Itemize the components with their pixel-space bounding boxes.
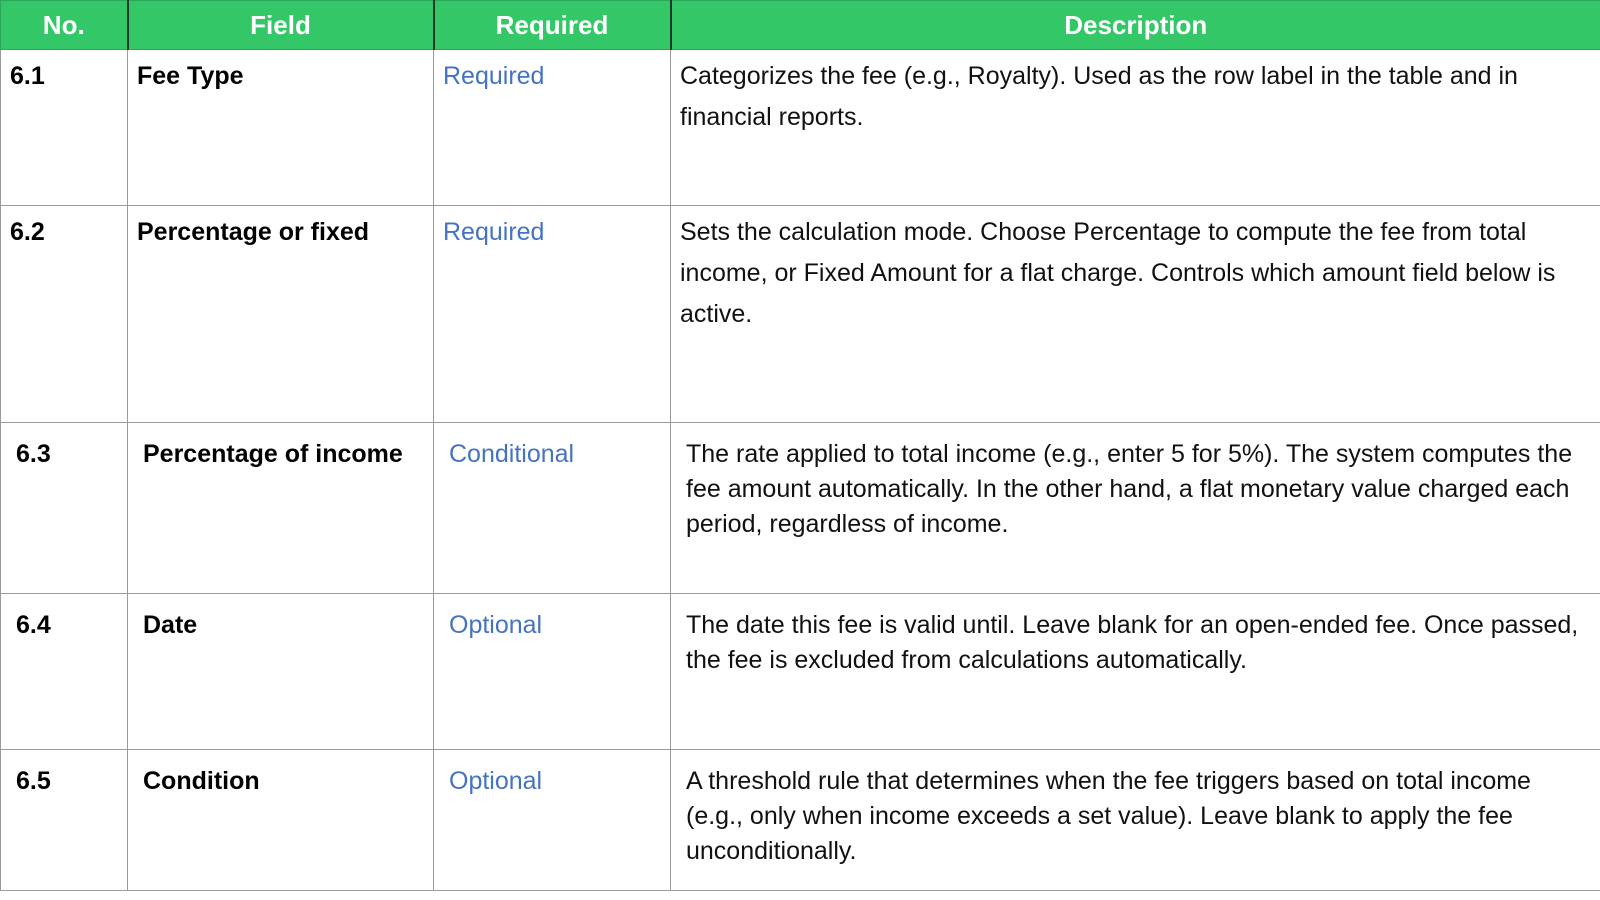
table-row [1, 423, 1600, 594]
header-row [1, 1, 1600, 50]
row-number: 6.3 [1, 423, 128, 594]
table-row [1, 50, 1600, 206]
required-status: Conditional [434, 423, 671, 594]
header-required: Required [434, 1, 671, 50]
required-status: Optional [434, 594, 671, 750]
field-description: A threshold rule that determines when the fee triggers based on total income (e.g., only when income exceeds a set value). Leave blank to apply the fee unconditionally. [671, 750, 1600, 891]
row-number: 6.1 [1, 50, 128, 206]
header-no: No. [1, 1, 128, 50]
field-name: Percentage or fixed [128, 206, 434, 423]
required-status: Optional [434, 750, 671, 891]
field-description: Categorizes the fee (e.g., Royalty). Used as the row label in the table and in financial reports. [671, 50, 1600, 206]
field-description: The rate applied to total income (e.g., enter 5 for 5%). The system computes the fee amount automatically. In the other hand, a flat monetary value charged each period, regardless of income. [671, 423, 1600, 594]
table-row [1, 750, 1600, 891]
table-row [1, 206, 1600, 423]
field-name: Condition [128, 750, 434, 891]
field-name: Percentage of income [128, 423, 434, 594]
required-status: Required [434, 206, 671, 423]
row-number: 6.5 [1, 750, 128, 891]
field-description: The date this fee is valid until. Leave blank for an open-ended fee. Once passed, the fee is excluded from calculations automatically. [671, 594, 1600, 750]
row-number: 6.4 [1, 594, 128, 750]
field-name: Fee Type [128, 50, 434, 206]
header-description: Description [671, 1, 1600, 50]
required-status: Required [434, 50, 671, 206]
row-number: 6.2 [1, 206, 128, 423]
field-name: Date [128, 594, 434, 750]
table-row [1, 594, 1600, 750]
header-field: Field [128, 1, 434, 50]
field-description: Sets the calculation mode. Choose Percentage to compute the fee from total income, or Fixed Amount for a flat charge. Controls which amount field below is active. [671, 206, 1600, 423]
